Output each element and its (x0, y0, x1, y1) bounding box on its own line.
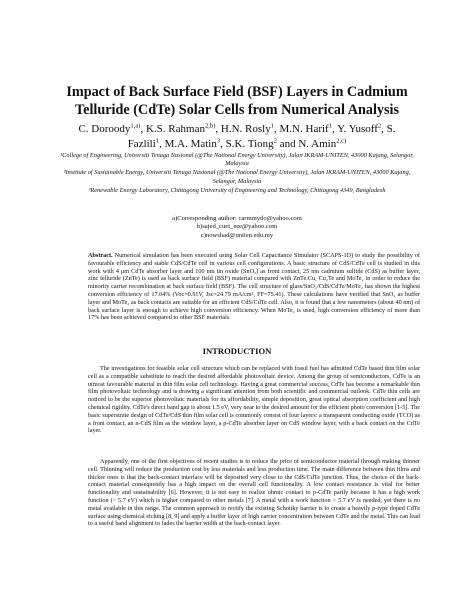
abstract (88, 252, 420, 322)
email-2[interactable]: b)sajed_cuet_eee@yahoo.com (196, 223, 278, 231)
affiliation-2: ²Institute of Sustainable Energy, Universiti Tenaga Nasional (@The National Energy University), Jalan IKRAM-UNITEN, 43000 Kajang, Selangor, Malaysia (63, 169, 411, 185)
title-line-2: Telluride (CdTe) Solar Cells from Numerical Analysis (75, 101, 399, 118)
contact-emails (60, 215, 414, 240)
abstract-text: Numerical simulation has been executed using Solar Cell Capacitance Simulator (SCAPS-1D) to study the possibility of favourable efficiency and stable CdS/CdTe cell in various cell configurations. A basic structure of CdS/CdTe cell is studied in this work with 4 μm CdTe absorber layer and 100 nm tin oxide (SnO₂) as front contact, 25 nm cadmium sulfide (CdS) as buffer layer, zinc telluride (ZnTe) is used as back surface field (BSF) material compared with ZnTe:Cu, Cu₂Te and MoTe₂ in order to reduce the minority carrier recombination at back surface field (BSF). The cell structure of glass/SnO₂/CdS/CdTe/MoTe₂ has shown the highest conversion efficiency of 17.04% (Voc=0.91V, Jsc=24.79 mA/cm², FF=75.41). These calculations have verified that SnO₂ as buffer layer and MoTe₂ as back contacts are suitable for an efficient CdS/CdTe cell. Also, it is found that a few nanometers (about 40 nm) of back surface layer is enough to achieve high conversion efficiency. When MoTe₂ is used, high conversion efficiency of more than 17% has been achieved compared to other BSF materials. (88, 252, 420, 322)
corresponding-email[interactable]: a)Corresponding author: carmmydo@yahoo.com (172, 215, 302, 222)
paper-title (40, 84, 434, 119)
introduction-paragraph-2: Apparently, one of the first objectives of recent studies is to reduce the price of semiconductor material through making thinner cell. Thinning will reduce the production cost by less materials and less production time. The main difference between thin films and thicker ones is that the back-contact interface will be deposited very close to the CdS/CdTe junction. Thus, the choice of the back-contact material consequently has a high impact on the overall cell functionality. A low contact resistance is vital for better functionality and sustainability [6]. However, it is not easy to realize ohmic contact to p-CdTe partly because it has a high work function (> 5.7 eV) which is higher compared to other metals [7]. A metal with a work function > 5.7 eV is needed, yet there is no metal available in this range. The common approach to rectify the existing Schottky barrier is to create a heavily p-type doped CdTe surface using chemical etching [8, 9] and apply a buffer layer of high carrier concentration between CdTe and the metal. This can lead to a useful band alignment to fades the barrier width at the back-contact layer. (88, 458, 420, 528)
affiliation-3: ³Renewable Energy Laboratory, Chittagong University of Engineering and Technology, Chittagong 4349, Bangladesh (88, 186, 386, 194)
author-list (50, 122, 424, 152)
title-line-1: Impact of Back Surface Field (BSF) Layers in Cadmium (66, 84, 408, 100)
section-heading-introduction: INTRODUCTION (202, 346, 272, 356)
email-3[interactable]: c)nowshad@uniten.edu.my (200, 231, 274, 239)
affiliations (58, 152, 416, 196)
authors-line-1: C. Doroody$^{1,a)}$, K.S. Rahman$^{2,b)}$, H.N. Rosly$^1$, M.N. Harif$^1$, Y. Yusoff$^2$, S. (78, 122, 396, 135)
abstract-label: Abstract. (88, 252, 113, 259)
authors-line-2: Fazlili$^1$, M.A. Matin$^3$, S.K. Tiong$^2$ and N. Amin$^{2,c)}$ (127, 137, 347, 150)
introduction-paragraph-1: The investigations for feasible solar cell structure which can be replaced with fossil fuel has admitted CdTe based thin film solar cell as a compatible substitute to reach the desired affordable photovoltaic device. Among the group of semiconductors, CdTe is an utmost favourable material in thin film solar cell technology. Having a great commercial success, CdTe has become a remarkable thin film photovoltaic technology and is drawing a significant attention from both scientific and commercial outlook. CdTe thin cells are noticed to be the superior photovoltaic materials for its affordability, simple deposition, great optical absorption coefficient and high chemical rigidity. CdTe's direct band gap is about 1.5 eV, very near to the desired amount for the efficient photo conversion [1-5]. The basic superstrate design of CdTe/CdS thin film solar cell is commonly consist of four layers: a transparent conducting oxide (TCO) as a front contact, an n-CdS film as the window layer, a p-CdTe absorber layer on CdS window layer, with a back contact on the CdTe layer. (88, 365, 420, 435)
affiliation-1: ¹College of Engineering, Universiti Tenaga Nasional (@The National Energy University), Jalan IKRAM-UNITEN, 43000 Kajang, Selangor, Malaysia (60, 152, 414, 168)
